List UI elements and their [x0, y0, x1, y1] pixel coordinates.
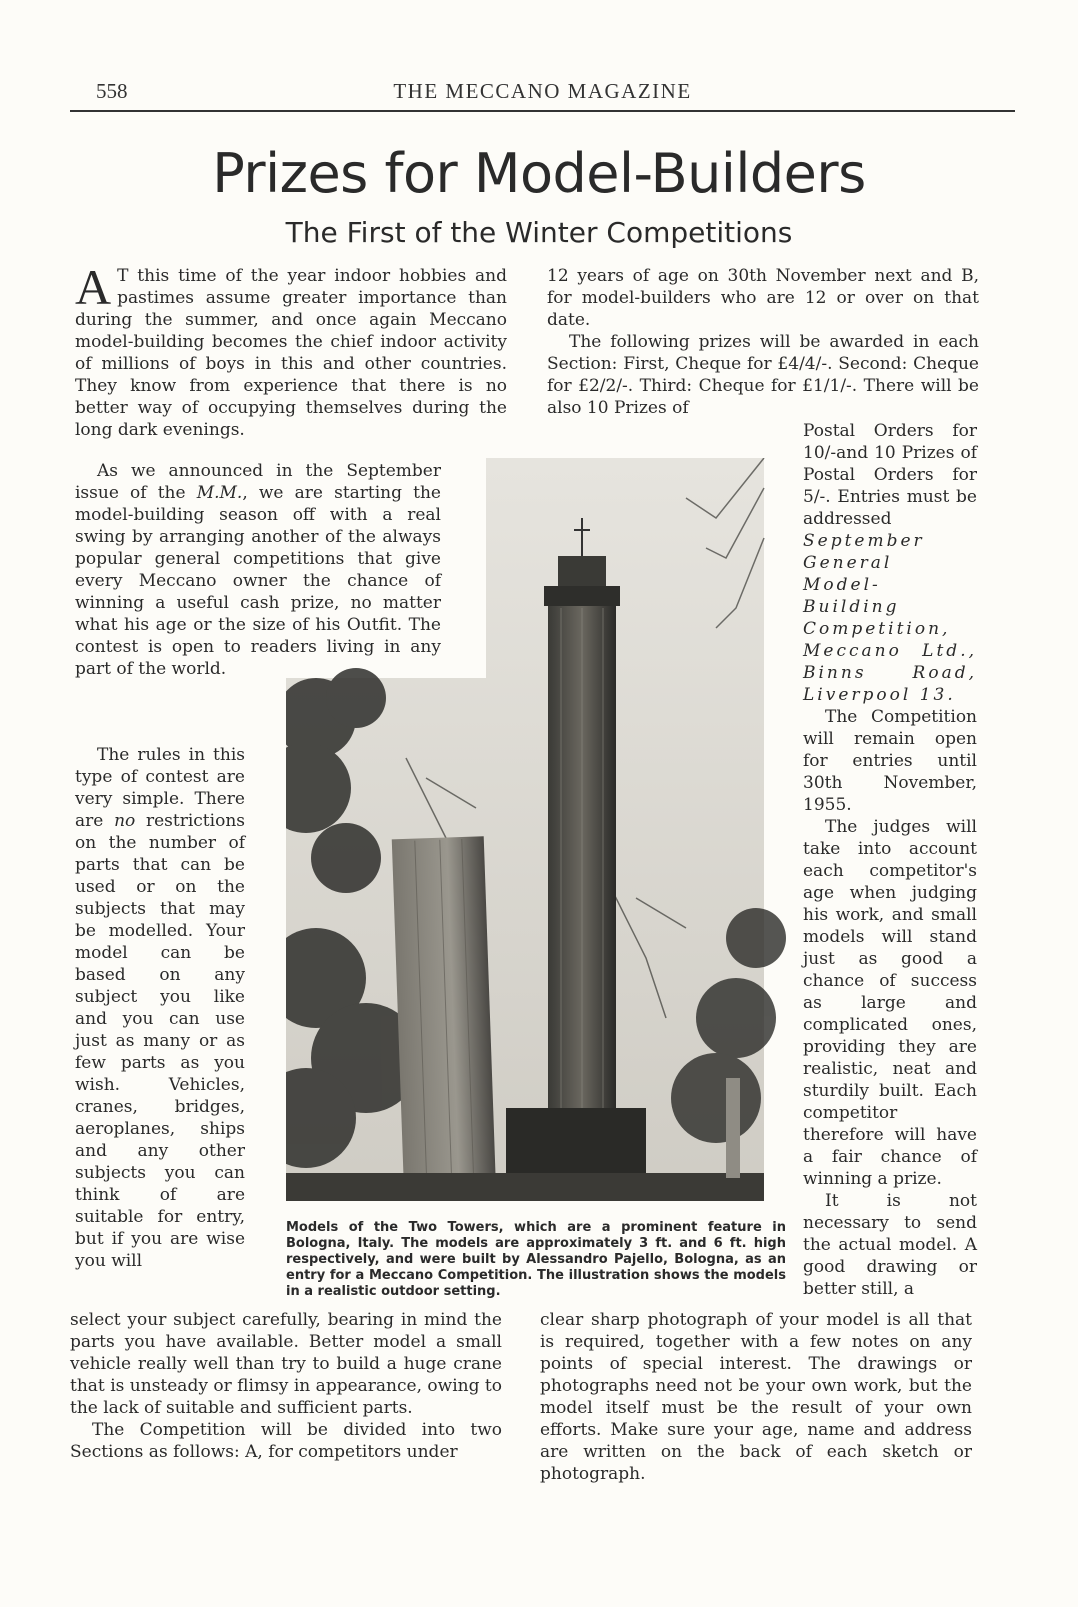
article-title: Prizes for Model-Builders [212, 142, 866, 205]
right-column-top [547, 265, 979, 419]
ground [286, 1173, 764, 1201]
post [726, 1078, 740, 1178]
prizes-paragraph: The following prizes will be awarded in each Section: First, Cheque for £4/4/-. Second: Cheque for £2/2/-. Third: Cheque for £1/1/-. There will be also 10 Prizes of [547, 332, 979, 418]
article-subtitle: The First of the Winter Competitions [285, 216, 793, 249]
two-towers-photo [286, 458, 808, 1201]
rules-text-cont: restrictions on the number of parts that can be used or on the subjects that may be modelled. Your model can be based on any subject you like and you can use just as many or as few parts as you wish. Vehicles, cranes, bridges, aeroplanes, ships and any other subjects you can think of are suitable for entry, but if you are wise you will [75, 811, 245, 1271]
leaning-tower [392, 836, 496, 1179]
rules-emphasis: no [114, 811, 136, 831]
announcement-text-cont: , we are starting the model-building season off with a real swing by arranging another of the always popular general competitions that give every Meccano owner the chance of winning a useful cash prize, no matter what his age or the size of his Outfit. The contest is open to readers living in any part of the world. [75, 483, 441, 679]
left-column-narrow [75, 744, 245, 1272]
closing-date: The Competition will remain open for entries until 30th November, 1955. [803, 707, 977, 815]
magazine-title: THE MECCANO MAGAZINE [393, 79, 692, 103]
page-number: 558 [96, 79, 128, 103]
two-towers-illustration [286, 458, 808, 1201]
bottom-left-column [70, 1309, 502, 1463]
right-column-narrow [803, 420, 977, 1300]
photograph-advice: clear sharp photograph of your model is all that is required, together with a few notes on any points of special interest. The drawings or photographs need not be your own work, but the model itself must be the result of your own efforts. Make sure your age, name and address are written on the back of each sketch or photograph. [540, 1310, 972, 1484]
judging-paragraph: The judges will take into account each competitor's age when judging his work, and small models will stand just as good a chance of success as large and complicated ones, providing they are realistic, neat and sturdily built. Each competitor therefore will have a fair chance of winning a prize. [803, 817, 977, 1189]
entry-address: September General Model-Building Competition, Meccano Ltd., Binns Road, Liverpool 13. [803, 531, 977, 705]
submission-paragraph: It is not necessary to send the actual model. A good drawing or better still, a [803, 1191, 977, 1299]
left-column-top [75, 259, 507, 441]
photo-caption: Models of the Two Towers, which are a prominent feature in Bologna, Italy. The models are approximately 3 ft. and 6 ft. high respectively, and were built by Alessandro Pajello, Bologna, as an entry for a Meccano Competition. The illustration shows the models in a realistic outdoor setting. [286, 1220, 786, 1299]
rules-text: The rules in this type of contest are very simple. There are [75, 745, 245, 831]
sections-paragraph: The Competition will be divided into two Sections as follows: A, for competitors under [70, 1420, 502, 1462]
age-sections: 12 years of age on 30th November next and B, for model-builders who are 12 or over on that date. [547, 266, 979, 330]
announcement-text: As we announced in the September issue of the [75, 461, 441, 503]
postal-orders-text: Postal Orders for 10/-and 10 Prizes of Postal Orders for 5/-. Entries must be addressed [803, 421, 977, 529]
intro-paragraph: T this time of the year indoor hobbies and pastimes assume greater importance than during the summer, and once again Meccano model-building becomes the chief indoor activity of millions of boys in this and other countries. They know from experience that there is no better way of occupying themselves during the long dark evenings. [75, 266, 507, 440]
bottom-right-column [540, 1309, 972, 1485]
subject-advice: select your subject carefully, bearing in mind the parts you have available. Better model a small vehicle really well than try to build a huge crane that is unsteady or flimsy in appearance, owing to the lack of suitable and sufficient parts. [70, 1310, 502, 1418]
drop-cap: A [75, 259, 112, 315]
mm-abbrev: M.M. [196, 483, 243, 503]
page-header [70, 76, 1015, 112]
